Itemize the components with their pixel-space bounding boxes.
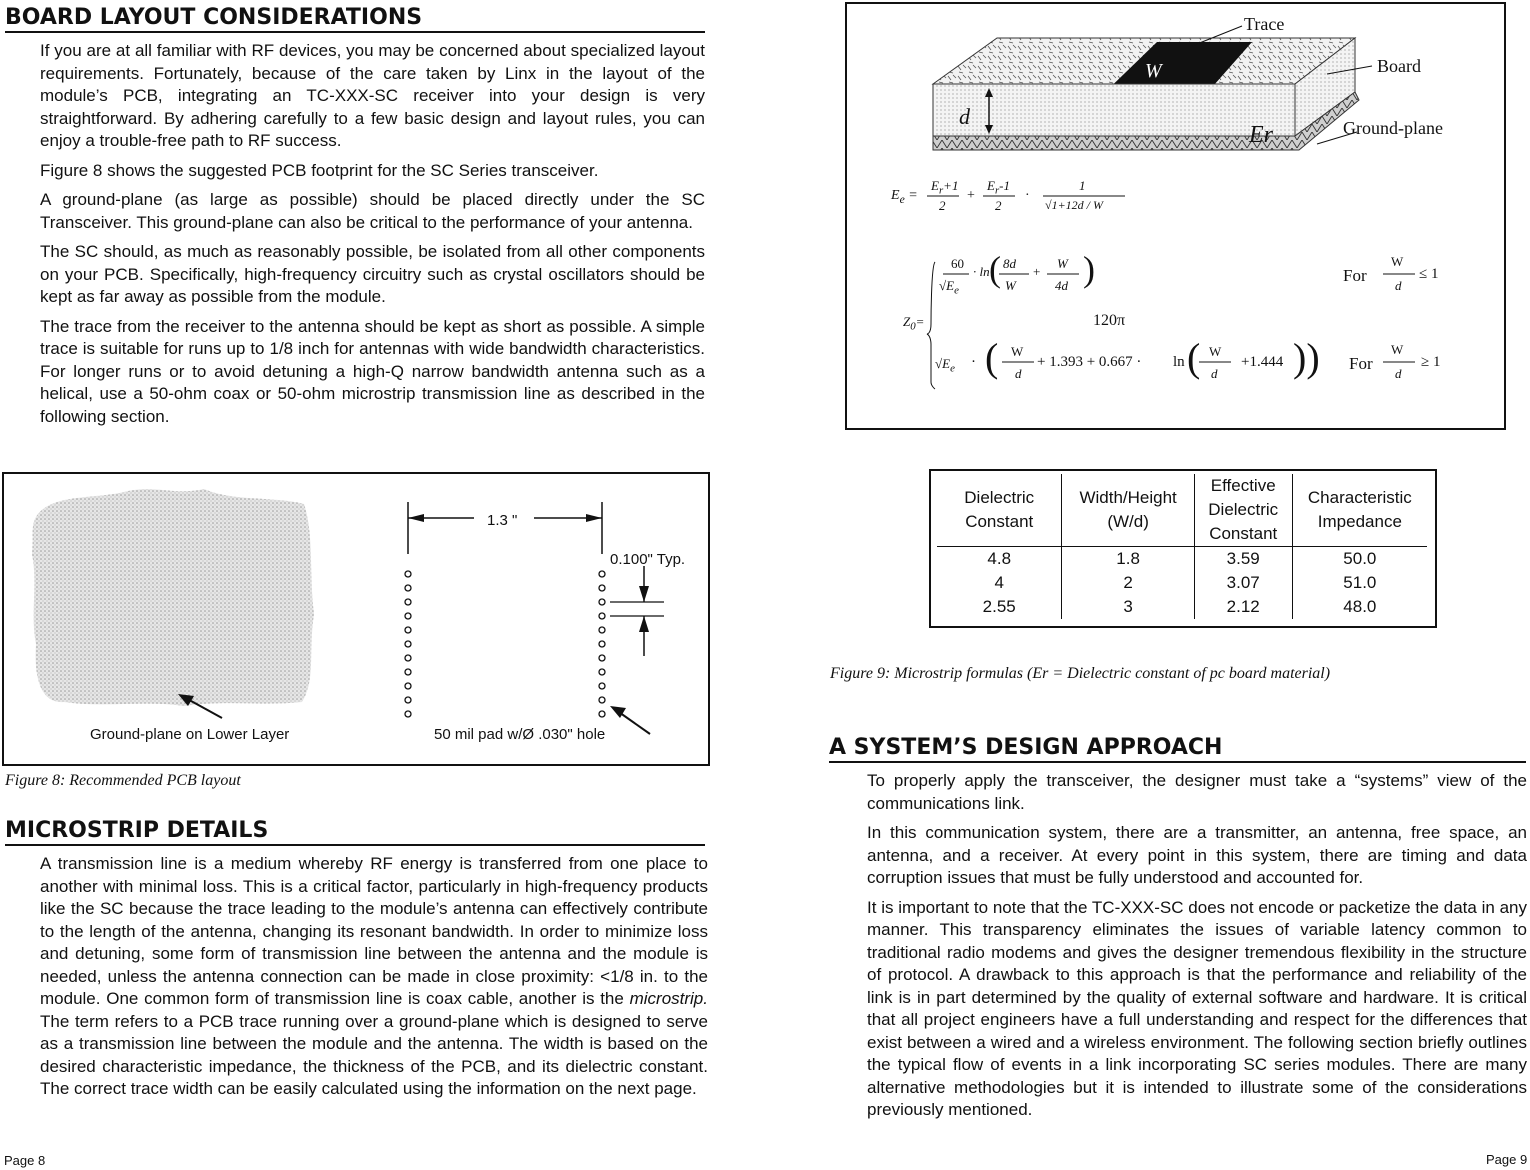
formula-term: 1 <box>1079 178 1086 193</box>
width-symbol: W <box>1145 60 1162 82</box>
paragraph: To properly apply the transceiver, the designer must take a “systems” view of the communications link. <box>867 771 1527 813</box>
header-line: Width/Height <box>1079 488 1177 507</box>
page-number-left: Page 8 <box>4 1153 46 1168</box>
table-row <box>937 571 1427 595</box>
header-line: Effective <box>1210 476 1276 495</box>
table-cell: 48.0 <box>1343 597 1377 616</box>
formula-term: d <box>1211 366 1218 381</box>
paragraph: The SC should, as much as reasonably possible, be isolated from all other components on your PCB. Specifically, high-frequency circuitry such as crystal oscillators should be kept as far away as possible from the module. <box>40 242 705 306</box>
figure-9-microstrip <box>845 2 1506 430</box>
formula-term: √1+12d / W <box>1045 198 1104 212</box>
formula-term: $√E_e$ <box>935 356 955 375</box>
table-cell: 51.0 <box>1343 573 1377 592</box>
header-line: Constant <box>1209 524 1278 543</box>
board-label: Board <box>1377 56 1421 76</box>
paragraph: If you are at all familiar with RF devices, you may be concerned about specialized layout requirements. Fortunately, because of the care taken by Linx in the layout of the module’s PCB, integrating an TC-XXX-SC receiver into your design is very straightforward. By adhering carefully to a few basic design and layout rules, you can enjoy a trouble-free path to RF success. <box>40 41 705 150</box>
table-cell: 1.8 <box>1062 547 1194 572</box>
header-cell <box>937 474 1062 547</box>
for-label: For <box>1349 354 1373 373</box>
formula-term: ( <box>1187 335 1201 380</box>
microstrip-term: microstrip. <box>629 989 708 1008</box>
heading-board-layout: BOARD LAYOUT CONSIDERATIONS <box>5 5 705 33</box>
heading-microstrip: MICROSTRIP DETAILS <box>5 818 705 846</box>
formula-term: W <box>1011 344 1024 359</box>
header-line: Impedance <box>1317 512 1402 531</box>
header-cell <box>1194 474 1292 547</box>
formula-term: )) <box>1293 335 1320 380</box>
table-cell: 3.07 <box>1194 571 1292 595</box>
formula-term: $E_r+1$ <box>931 178 959 197</box>
formula-term: · ln <box>973 264 990 279</box>
table-cell: 4.8 <box>937 547 1062 572</box>
page-number-right: Page 9 <box>1486 1152 1528 1167</box>
formula-term: 2 <box>939 198 946 213</box>
thickness-symbol: d <box>959 104 970 129</box>
paragraph-part: The term refers to a PCB trace running over a ground-plane which is designed to serve as a transmission line between the module and the antenna. The width is based on the desired characteristic impedance, the thickness of the PCB, and its dielectric constant. The correct trace width can be easily calculated using the information on the next page. <box>40 1011 708 1098</box>
formula-term: ) <box>1083 249 1095 289</box>
dimension-width-label: 1.3 " <box>487 512 518 529</box>
table-cell: 2.12 <box>1194 595 1292 619</box>
pad-label: 50 mil pad w/Ø .030" hole <box>434 726 606 743</box>
table-row <box>937 595 1427 619</box>
formula-constant-1444: +1.444 <box>1241 354 1284 370</box>
formula-term: 2 <box>995 198 1002 213</box>
formula-term: $E_r-1$ <box>987 178 1011 197</box>
header-cell <box>1292 474 1427 547</box>
formula-term: 4d <box>1055 278 1068 293</box>
table-cell: 50.0 <box>1343 549 1377 568</box>
pcb-layout-drawing <box>4 474 708 764</box>
header-cell <box>1062 474 1194 547</box>
paragraph: It is important to note that the TC-XXX-SC does not encode or packetize the data in any manner. This transparency eliminates the issues of variable latency common to traditional radio modems and gives the designer tremendous flexibility in the structure of protocol. A drawback to this approach is that the performance and reliability of the link is in part determined by the quality of external software and hardware. It is critical that all project engineers have a full understanding and respect for the differences that exist between a wired and a wireless environment. The following section briefly outlines the typical flow of events in a link incorporating SC series modules. There are many alternative methodologies but it is intended to illustrate some of the considerations previously mentioned. <box>867 897 1527 1119</box>
table-cell: 2.55 <box>937 595 1062 619</box>
right-pad-column <box>599 571 605 717</box>
figure-9-caption: Figure 9: Microstrip formulas (Er = Dielectric constant of pc board material) <box>830 665 1331 682</box>
header-line: Dielectric <box>964 488 1035 507</box>
dimension-pitch-label: 0.100" Typ. <box>610 551 686 568</box>
formula-term: ln <box>1173 354 1185 370</box>
microstrip-body <box>40 853 708 1108</box>
z0-label: $Z_0=$ <box>903 314 925 333</box>
header-line: Characteristic <box>1307 488 1412 507</box>
table-row <box>937 547 1427 572</box>
ground-plane-label: Ground-plane on Lower Layer <box>90 726 290 743</box>
microstrip-table <box>937 474 1427 619</box>
header-line: Constant <box>965 512 1034 531</box>
formula-120pi: 120π <box>1093 312 1126 329</box>
formula-term: $√E_e$ <box>939 278 959 297</box>
for-label: For <box>1343 266 1367 285</box>
condition-ge: ≥ 1 <box>1421 354 1441 370</box>
table-cell: 2 <box>1062 571 1194 595</box>
paragraph: A ground-plane (as large as possible) should be placed directly under the SC Transceiver. This ground-plane can also be critical to the performance of your antenna. <box>40 190 705 232</box>
formula-term: + <box>967 188 975 203</box>
microstrip-table-box <box>929 469 1437 628</box>
table-header-row <box>937 474 1427 547</box>
formula-term: d <box>1395 278 1402 293</box>
header-line: (W/d) <box>1107 512 1149 531</box>
formula-term: W <box>1209 344 1222 359</box>
figure-8-caption: Figure 8: Recommended PCB layout <box>5 772 241 789</box>
table-cell: 3.59 <box>1194 547 1292 572</box>
formula-term: ( <box>989 249 1001 289</box>
dielectric-symbol: Er <box>1249 122 1273 148</box>
systems-design-body <box>867 770 1527 1129</box>
left-pad-column <box>405 571 411 717</box>
ground-plane-shape <box>32 489 314 706</box>
paragraph: The trace from the receiver to the antenna should be kept as short as possible. A simple trace is suitable for runs up to 1/8 inch for antennas with wide bandwidth characteristics. For longer runs or to avoid detuning a high-Q narrow bandwidth antenna such as a helical, use a 50-ohm coax or 50-ohm microstrip transmission line as described in the following section. <box>40 316 705 426</box>
trace-label: Trace <box>1244 14 1285 34</box>
formula-term: d <box>1395 366 1402 381</box>
formula-term: W <box>1057 256 1068 271</box>
heading-systems-design: A SYSTEM’S DESIGN APPROACH <box>829 735 1526 763</box>
condition-le: ≤ 1 <box>1419 266 1439 282</box>
formula-term: d <box>1015 366 1022 381</box>
formula-term: W <box>1005 278 1016 293</box>
formula-term: · <box>971 354 976 370</box>
formula-term: + <box>1033 264 1041 279</box>
formula-term: · <box>1025 188 1030 203</box>
formula-term: 60 <box>951 256 964 271</box>
formula-term: 8d <box>1003 256 1016 271</box>
formula-term: ( <box>985 335 999 380</box>
paragraph-part: A transmission line is a medium whereby RF energy is transferred from one place to another with minimal loss. This is a critical factor, particularly in high-frequency products like the SC because the trace leading to the module’s antenna can effectively contribute to the length of the antenna, changing its resonant bandwidth. In order to minimize loss and detuning, some form of transmission line between the antenna and the module is needed, unless the antenna connection can be made in close proximity: <1/8 in. to the module. One common form of transmission line is coax cable, another is the <box>40 854 708 1008</box>
paragraph: In this communication system, there are a transmitter, an antenna, free space, an antenna, and a receiver. At every point in this system, there are timing and data corruption issues that must be fully understood and accounted for. <box>867 823 1527 887</box>
figure-8-pcb-layout <box>2 472 710 766</box>
paragraph: Figure 8 shows the suggested PCB footprint for the SC Series transceiver. <box>40 160 599 180</box>
paragraph <box>40 853 708 1101</box>
header-line: Dielectric <box>1208 500 1279 519</box>
formula-constants: + 1.393 + 0.667 · <box>1037 354 1142 370</box>
ee-formula: $E_e$ = <box>891 188 918 206</box>
formula-term: W <box>1391 254 1404 269</box>
formula-term: W <box>1391 342 1404 357</box>
board-layout-body <box>40 40 705 435</box>
table-cell: 3 <box>1062 595 1194 619</box>
table-cell: 4 <box>937 571 1062 595</box>
ground-plane-label: Ground-plane <box>1343 118 1443 138</box>
